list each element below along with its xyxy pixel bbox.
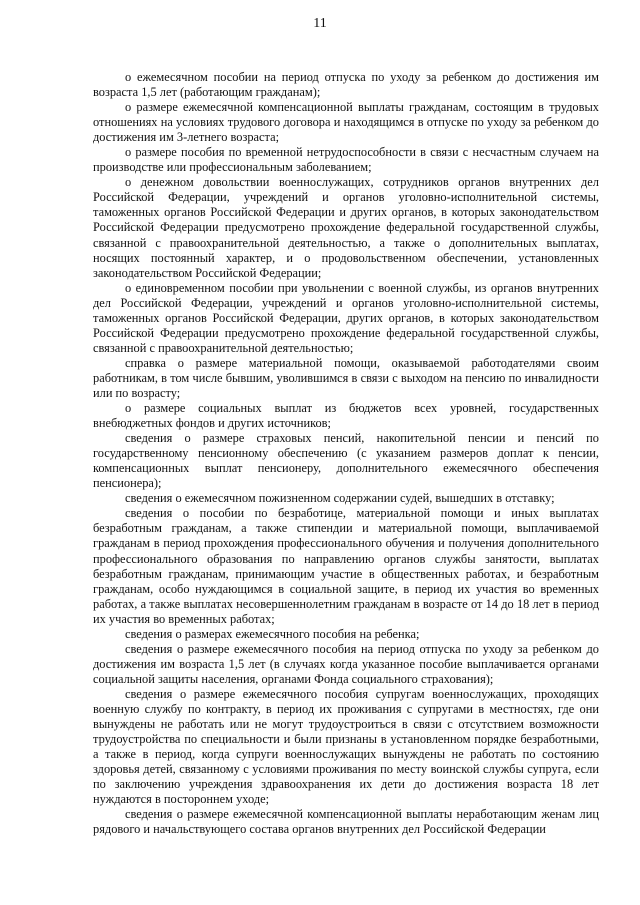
document-body <box>93 70 599 837</box>
page-number: 11 <box>313 16 327 31</box>
paragraph: о денежном довольствии военнослужащих, сотрудников органов внутренних дел Российской Федерации, учреждений и органов уголовно-исполнительной системы, таможенных органов Российской Федерации и других органов, в которых законодательством Российской Федерации предусмотрено прохождение федеральной государственной службы, связанной с правоохранительной деятельностью, а также о дополнительных выплатах, носящих постоянный характер, и о продовольственном обеспечении, установленных законодательством Российской Федерации; <box>93 175 599 280</box>
paragraph: сведения о размере страховых пенсий, накопительной пенсии и пенсий по государственному пенсионному обеспечению (с указанием размеров доплат к пенсии, компенсационных выплат пенсионеру, дополнительного ежемесячного обеспечения пенсионера); <box>93 431 599 491</box>
paragraph: сведения о размерах ежемесячного пособия на ребенка; <box>125 626 420 641</box>
paragraph: справка о размере материальной помощи, оказываемой работодателями своим работникам, в том числе бывшим, уволившимся в связи с выходом на пенсию по инвалидности или по возрасту; <box>93 355 599 400</box>
paragraph: о размере пособия по временной нетрудоспособности в связи с несчастным случаем на производстве или профессиональным заболеванием; <box>93 145 599 175</box>
paragraph: о размере ежемесячной компенсационной выплаты гражданам, состоящим в трудовых отношениях на условиях трудового договора и находящимся в отпуске по уходу за ребенком до достижения им 3-летнего возраста; <box>93 100 599 145</box>
paragraph: сведения о размере ежемесячной компенсационной выплаты неработающим женам лиц рядового и начальствующего состава органов внутренних дел Российской Федерации <box>93 807 599 837</box>
paragraph: о размере социальных выплат из бюджетов всех уровней, государственных внебюджетных фондов и других источников; <box>93 401 599 431</box>
paragraph: сведения о размере ежемесячного пособия на период отпуска по уходу за ребенком до достижения им возраста 1,5 лет (в случаях когда указанное пособие выплачивается органами социальной защиты населения, органами Фонда социального страхования); <box>93 641 599 686</box>
paragraph: о ежемесячном пособии на период отпуска по уходу за ребенком до достижения им возраста 1,5 лет (работающим гражданам); <box>93 70 599 100</box>
paragraph: о единовременном пособии при увольнении с военной службы, из органов внутренних дел Российской Федерации, учреждений и органов уголовно-исполнительной системы, таможенных органов Российской Федерации, других органов, в которых законодательством Российской Федерации предусмотрено прохождение федеральной государственной службы, связанной с правоохранительной деятельностью; <box>93 280 599 355</box>
paragraph: сведения о ежемесячном пожизненном содержании судей, вышедших в отставку; <box>125 491 555 506</box>
paragraph: сведения о размере ежемесячного пособия супругам военнослужащих, проходящих военную службу по контракту, в период их проживания с супругами в местностях, где они вынуждены не работать или не могут трудоустроиться в связи с отсутствием возможности трудоустройства по специальности и были признаны в установленном порядке безработными, а также в период, когда супруги военнослужащих вынуждены не работать по состоянию здоровья детей, связанному с условиями проживания по месту воинской службы супруга, если по заключению учреждения здравоохранения их дети до достижения возраста 18 лет нуждаются в постороннем уходе; <box>93 686 599 807</box>
paragraph: сведения о пособии по безработице, материальной помощи и иных выплатах безработным гражданам, а также стипендии и материальной помощи, выплачиваемой гражданам в период прохождения профессионального обучения и получения дополнительного профессионального образования по направлению органов службы занятости, выплатах безработным гражданам, принимающим участие в общественных работах, и безработным гражданам, особо нуждающимся в социальной защите, в период их участия во временных работах, а также выплатах несовершеннолетним гражданам в возрасте от 14 до 18 лет в период их участия во временных работах; <box>93 506 599 626</box>
